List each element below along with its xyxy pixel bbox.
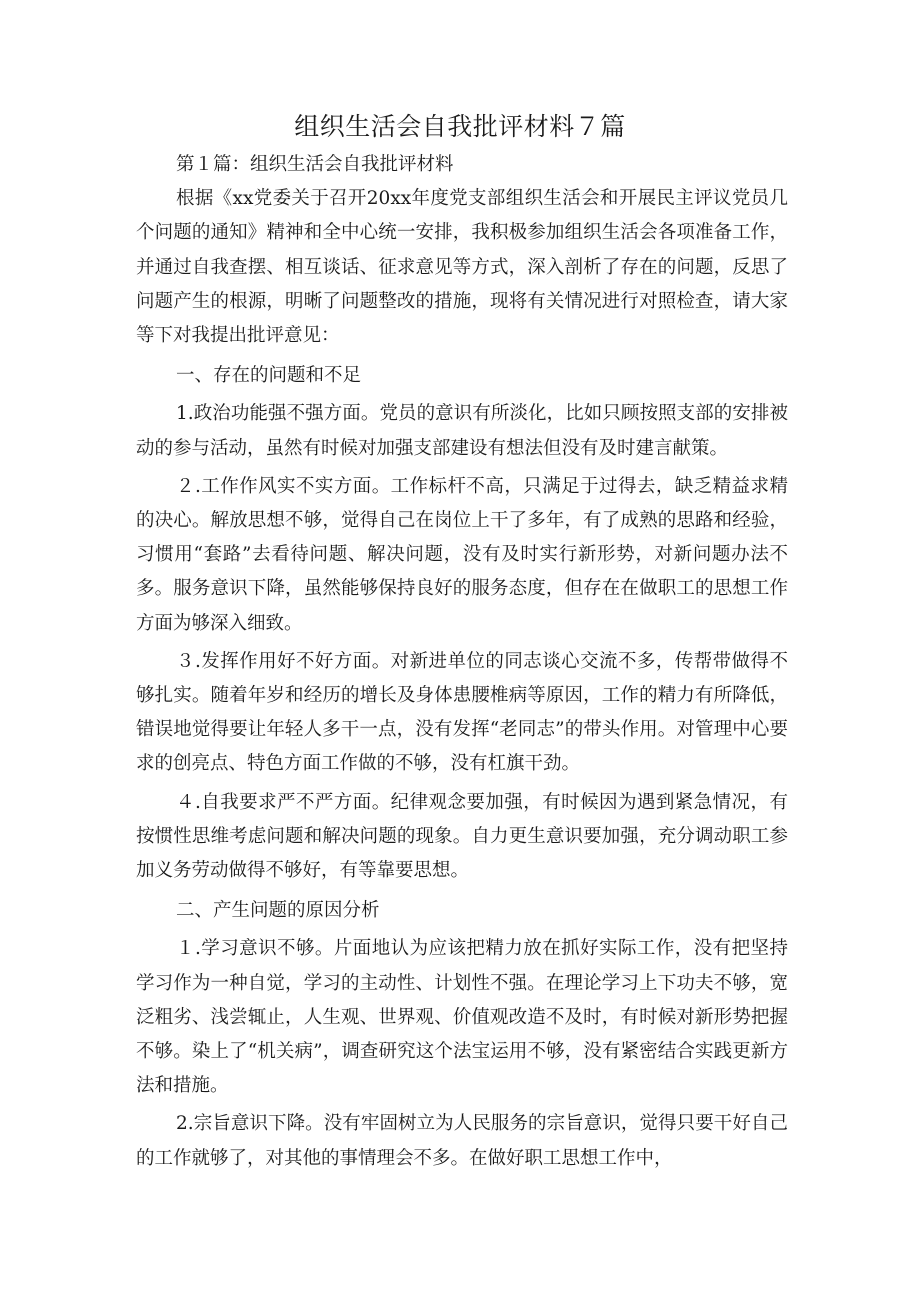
paragraph-s1-2: ２.工作作风实不实方面。工作标杆不高，只满足于过得去，缺乏精益求精的决心。解放思想不够，觉得自己在岗位上干了多年，有了成熟的思路和经验，习惯用“套路”去看待问题、解决问题，没有及时实行新形势，对新问题办法不多。服务意识下降，虽然能够保持良好的服务态度，但存在在做职工的思想工作方面为够深入细致。 <box>136 475 788 634</box>
paragraph-s2-2: 2.宗旨意识下降。没有牢固树立为人民服务的宗旨意识，觉得只要干好自己的工作就够了，对其他的事情理会不多。在做好职工思想工作中， <box>136 1113 788 1169</box>
document-subtitle: 第１篇：组织生活会自我批评材料 <box>176 154 454 175</box>
intro-paragraph: 根据《xx党委关于召开20xx年度党支部组织生活会和开展民主评议党员几个问题的通知》精神和全中心统一安排，我积极参加组织生活会各项准备工作，并通过自我查摆、相互谈话、征求意见等方式，深入剖析了存在的问题，反思了问题产生的根源，明晰了问题整改的措施，现将有关情况进行对照检查，请大家等下对我提出批评意见： <box>136 188 788 347</box>
paragraph-s1-3: ３.发挥作用好不好方面。对新进单位的同志谈心交流不多，传帮带做得不够扎实。随着年岁和经历的增长及身体患腰椎病等原因，工作的精力有所降低，错误地觉得要让年轻人多干一点，没有发挥“老同志”的带头作用。对管理中心要求的创亮点、特色方面工作做的不够，没有杠旗干劲。 <box>136 650 788 775</box>
paragraph-s1-1: 1.政治功能强不强方面。党员的意识有所淡化，比如只顾按照支部的安排被动的参与活动，虽然有时候对加强支部建设有想法但没有及时建言献策。 <box>136 403 788 459</box>
paragraph-s1-4: ４.自我要求严不严方面。纪律观念要加强，有时候因为遇到紧急情况，有按惯性思维考虑问题和解决问题的现象。自力更生意识要加强，充分调动职工参加义务劳动做得不够好，有等靠要思想。 <box>136 791 788 882</box>
document-title: 组织生活会自我批评材料７篇 <box>294 112 626 141</box>
section-heading-1: 一、存在的问题和不足 <box>176 365 362 387</box>
document-body <box>136 148 788 1176</box>
section-heading-2: 二、产生问题的原因分析 <box>176 900 380 922</box>
paragraph-s2-1: １.学习意识不够。片面地认为应该把精力放在抓好实际工作，没有把坚持学习作为一种自觉，学习的主动性、计划性不强。在理论学习上下功夫不够，宽泛粗劣、浅尝辄止，人生观、世界观、价值观改造不及时，有时候对新形势把握不够。染上了“机关病”，调查研究这个法宝运用不够，没有紧密结合实践更新方法和措施。 <box>136 938 788 1097</box>
